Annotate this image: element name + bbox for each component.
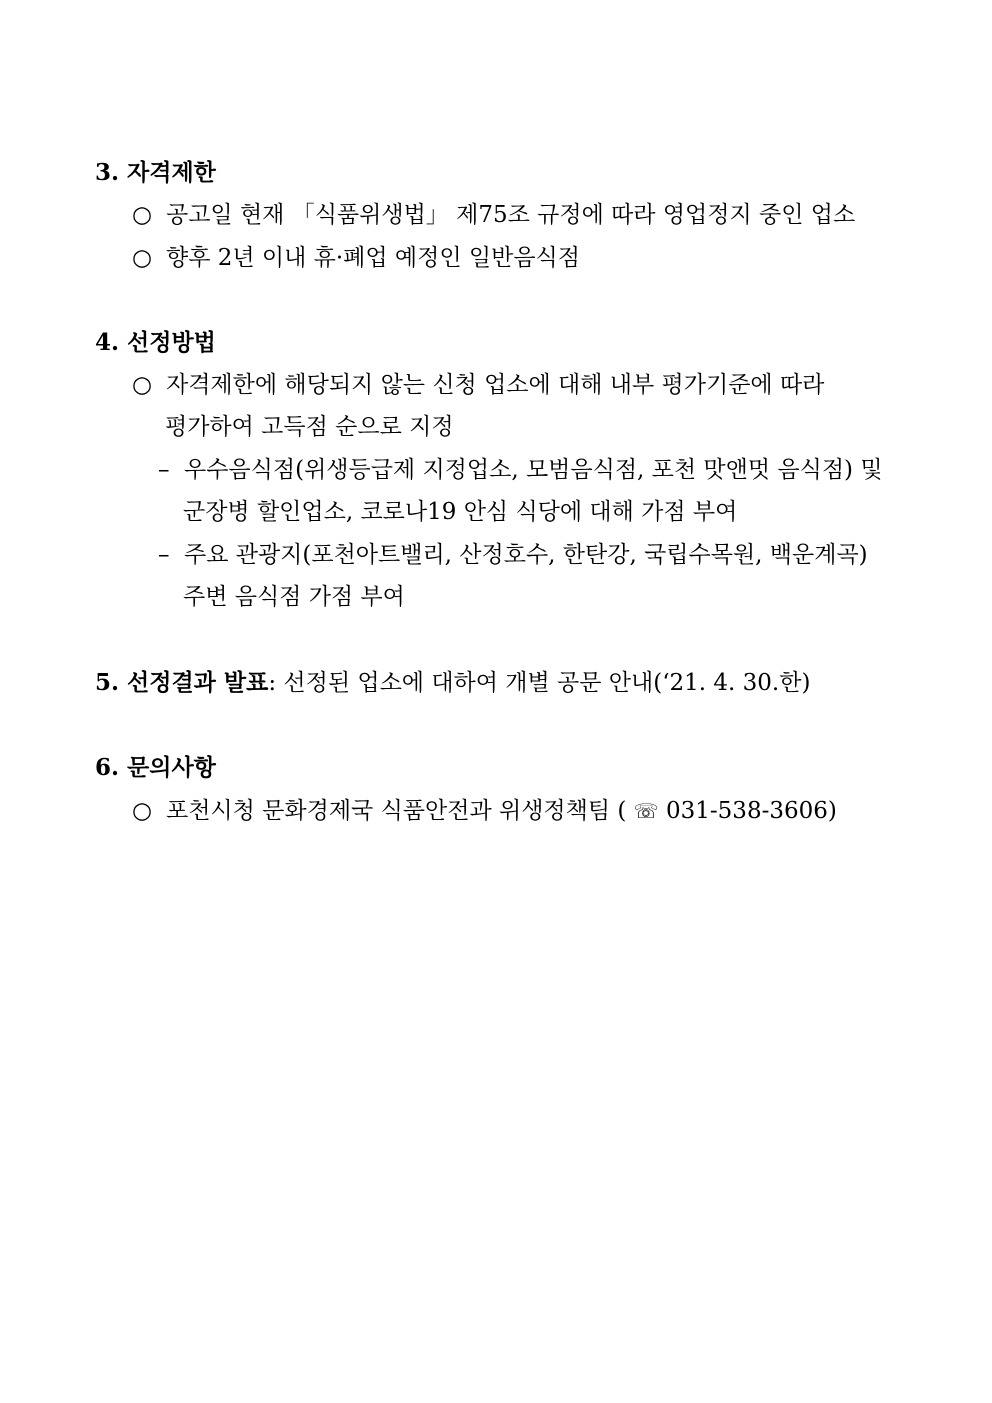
subitem-text: 주요 관광지(포천아트밸리, 산정호수, 한탄강, 국립수목원, 백운계곡) [184, 542, 868, 568]
section-5-line [95, 668, 810, 698]
section-5-title: 5. 선정결과 발표 [95, 669, 269, 696]
subitem-text: 우수음식점(위생등급제 지정업소, 모범음식점, 포천 맛앤멋 음식점) 및 [184, 457, 883, 483]
section-4-bullet [132, 370, 824, 400]
section-3-bullet-2 [132, 243, 580, 273]
phone-icon: ☏ [633, 799, 659, 823]
bullet-text: 공고일 현재 「식품위생법」 제75조 규정에 따라 영업정지 중인 업소 [166, 202, 856, 228]
section-4-subitem-2 [158, 540, 868, 570]
section-5-text: : 선정된 업소에 대하여 개별 공문 안내(‘21. 4. 30.한) [268, 670, 811, 696]
bullet-text: 향후 2년 이내 휴·폐업 예정인 일반음식점 [166, 245, 580, 271]
bullet-text: 자격제한에 해당되지 않는 신청 업소에 대해 내부 평가기준에 따라 [166, 372, 825, 398]
section-3-title: 3. 자격제한 [95, 159, 216, 186]
section-4-subitem-1-continuation: 군장병 할인업소, 코로나19 안심 식당에 대해 가점 부여 [183, 499, 738, 525]
dash-bullet-icon: – [158, 542, 170, 568]
section-4-subitem-2-continuation: 주변 음식점 가점 부여 [183, 584, 405, 610]
circle-bullet-icon: ○ [132, 202, 153, 228]
section-6-contact [132, 796, 837, 826]
circle-bullet-icon: ○ [132, 372, 153, 398]
contact-phone: 031-538-3606) [666, 798, 837, 824]
circle-bullet-icon: ○ [132, 798, 153, 824]
contact-prefix: 포천시청 문화경제국 식품안전과 위생정책팀 ( [166, 798, 627, 824]
section-4-subitem-1 [158, 455, 883, 485]
section-4-title: 4. 선정방법 [95, 329, 216, 356]
circle-bullet-icon: ○ [132, 245, 153, 271]
section-6-title: 6. 문의사항 [95, 754, 216, 781]
section-3-bullet-1 [132, 200, 855, 230]
section-4-bullet-continuation: 평가하여 고득점 순으로 지정 [165, 414, 454, 440]
dash-bullet-icon: – [158, 457, 170, 483]
